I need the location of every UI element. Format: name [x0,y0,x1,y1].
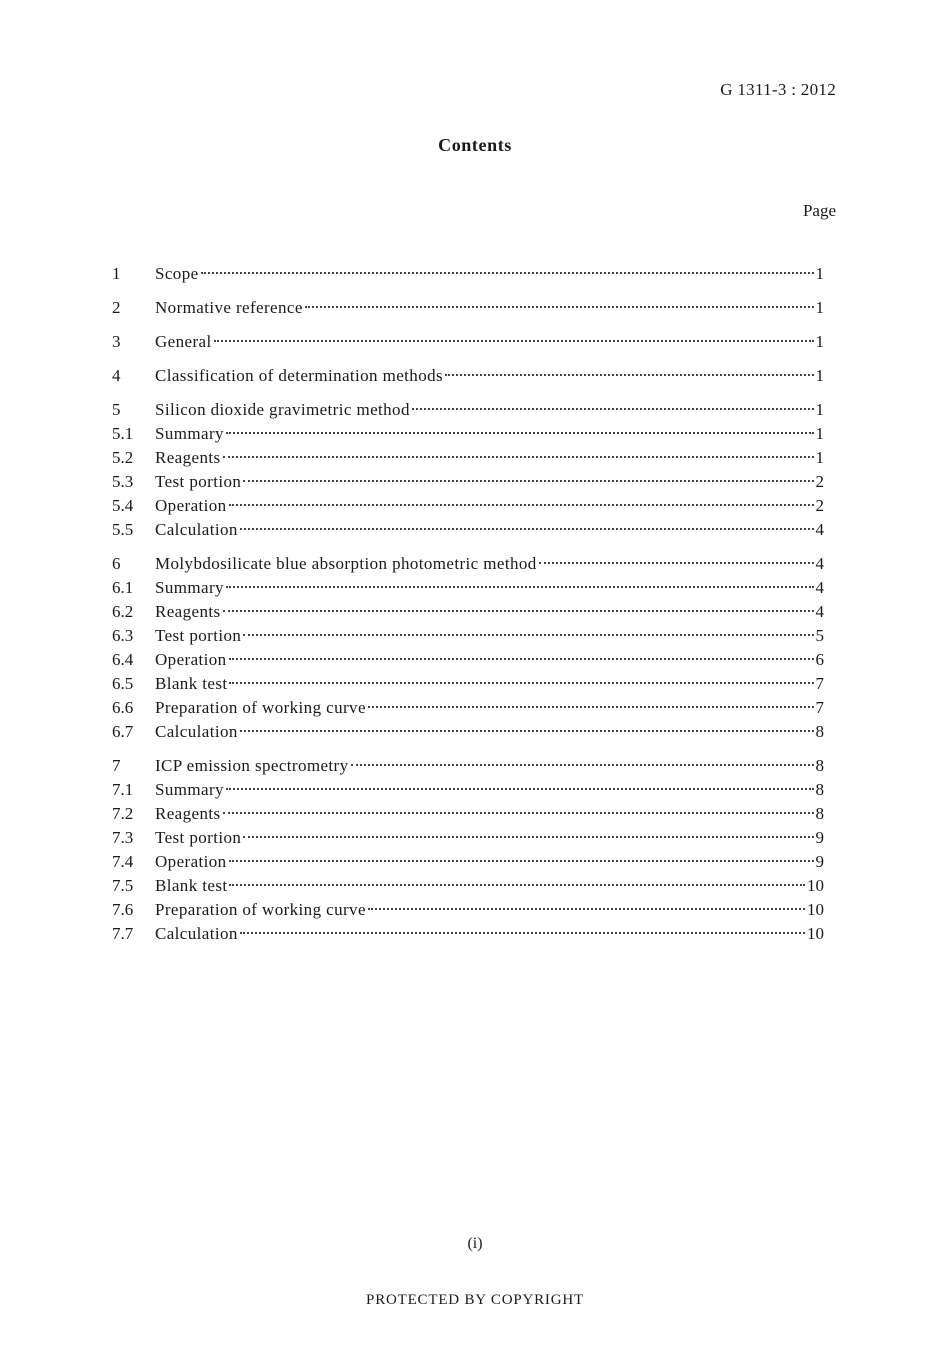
toc-entry-page: 8 [815,756,824,775]
toc-entry[interactable] [112,576,824,600]
toc-leader-dots [229,883,805,886]
copyright-notice: PROTECTED BY COPYRIGHT [366,1292,584,1308]
toc-entry-number: 7.7 [112,924,134,943]
toc-entry-page: 4 [815,578,824,597]
toc-entry[interactable] [112,494,824,518]
toc-entry-page: 5 [815,626,824,645]
toc-leader-dots [243,633,813,636]
toc-entry-label: Scope [155,264,199,283]
toc-entry-number: 5.1 [112,424,134,443]
toc-entry-number: 7.3 [112,828,134,847]
toc-entry-page: 1 [815,424,824,443]
toc-entry-page: 7 [815,674,824,693]
document-id: G 1311-3 : 2012 [720,80,836,99]
toc-entry-label: General [155,332,212,351]
toc-entry-page: 4 [815,554,824,573]
toc-entry[interactable] [112,648,824,672]
toc-entry-label: Test portion [155,626,242,645]
toc-entry-label: Preparation of working curve [155,900,366,919]
toc-entry-label: Calculation [155,520,238,539]
toc-entry-label: Test portion [155,472,242,491]
toc-leader-dots [201,271,814,274]
toc-entry-page: 2 [815,496,824,515]
toc-entry-page: 7 [815,698,824,717]
toc-leader-dots [226,787,814,790]
toc-entry-number: 6.3 [112,626,134,645]
toc-entry-number: 6 [112,554,121,573]
toc-entry[interactable] [112,720,824,744]
toc-entry-page: 2 [815,472,824,491]
toc-entry-label: Operation [155,496,227,515]
toc-entry-number: 5.5 [112,520,134,539]
toc-entry[interactable] [112,518,824,542]
toc-entry[interactable] [112,600,824,624]
toc-entry-number: 7.2 [112,804,134,823]
toc-entry-label: Operation [155,650,227,669]
toc-leader-dots [229,503,814,506]
toc-entry-number: 6.1 [112,578,134,597]
toc-entry-number: 7.6 [112,900,134,919]
toc-entry-number: 7 [112,756,121,775]
toc-entry-label: Normative reference [155,298,303,317]
toc-entry-number: 7.5 [112,876,134,895]
toc-leader-dots [445,373,813,376]
toc-entry-label: Preparation of working curve [155,698,366,717]
toc-entry-number: 5.4 [112,496,134,515]
toc-entry-number: 3 [112,332,121,351]
toc-entry[interactable] [112,874,824,898]
page-column-label: Page [802,201,836,220]
toc-entry-label: Reagents [155,804,221,823]
toc-entry-number: 4 [112,366,121,385]
toc-entry[interactable] [112,552,824,576]
toc-entry[interactable] [112,696,824,720]
toc-entry[interactable] [112,446,824,470]
toc-entry-page: 1 [815,264,824,283]
toc-entry[interactable] [112,778,824,802]
table-of-contents [112,262,824,946]
toc-entry-label: Blank test [155,876,228,895]
toc-entry-label: Blank test [155,674,228,693]
toc-entry-number: 6.7 [112,722,134,741]
toc-entry[interactable] [112,330,824,354]
toc-leader-dots [223,455,814,458]
toc-entry[interactable] [112,364,824,388]
toc-leader-dots [305,305,814,308]
toc-entry-page: 1 [815,448,824,467]
toc-entry-number: 1 [112,264,121,283]
toc-entry-page: 9 [815,852,824,871]
toc-leader-dots [240,527,814,530]
toc-leader-dots [229,657,814,660]
toc-entry[interactable] [112,624,824,648]
toc-entry-page: 9 [815,828,824,847]
toc-entry-label: Summary [155,424,224,443]
toc-leader-dots [223,811,814,814]
toc-entry[interactable] [112,672,824,696]
toc-entry-number: 7.4 [112,852,134,871]
toc-entry-page: 8 [815,780,824,799]
toc-entry-label: Test portion [155,828,242,847]
toc-entry-label: Calculation [155,924,238,943]
toc-entry-page: 4 [815,602,824,621]
toc-leader-dots [214,339,814,342]
toc-entry-number: 6.5 [112,674,134,693]
toc-entry-label: Summary [155,578,224,597]
toc-entry[interactable] [112,898,824,922]
toc-entry[interactable] [112,850,824,874]
toc-leader-dots [412,407,814,410]
toc-entry[interactable] [112,754,824,778]
toc-entry-number: 5.2 [112,448,134,467]
toc-leader-dots [243,479,813,482]
page-title: Contents [438,135,512,155]
toc-entry-page: 4 [815,520,824,539]
toc-entry[interactable] [112,922,824,946]
toc-entry-label: Reagents [155,448,221,467]
toc-entry[interactable] [112,470,824,494]
toc-leader-dots [351,763,814,766]
toc-entry-page: 8 [815,722,824,741]
toc-entry-number: 7.1 [112,780,134,799]
toc-leader-dots [229,859,814,862]
toc-entry-page: 6 [815,650,824,669]
toc-entry-number: 6.2 [112,602,134,621]
toc-entry-label: Reagents [155,602,221,621]
toc-entry-label: Classification of determination methods [155,366,444,385]
toc-entry-page: 1 [815,366,824,385]
toc-entry-label: Silicon dioxide gravimetric method [155,400,410,419]
toc-leader-dots [240,931,805,934]
toc-leader-dots [368,705,814,708]
toc-entry-label: ICP emission spectrometry [155,756,349,775]
toc-entry-number: 6.6 [112,698,134,717]
toc-entry[interactable] [112,262,824,286]
toc-leader-dots [223,609,814,612]
toc-entry[interactable] [112,422,824,446]
toc-entry[interactable] [112,802,824,826]
toc-entry[interactable] [112,826,824,850]
toc-entry-page: 10 [807,924,824,943]
toc-entry-number: 2 [112,298,121,317]
toc-entry[interactable] [112,398,824,422]
toc-entry-number: 6.4 [112,650,134,669]
toc-entry-page: 10 [807,876,824,895]
footer-page-number: (i) [467,1235,483,1252]
toc-leader-dots [226,585,814,588]
toc-entry-page: 1 [815,332,824,351]
toc-entry[interactable] [112,296,824,320]
toc-leader-dots [368,907,805,910]
toc-entry-number: 5.3 [112,472,134,491]
toc-entry-page: 1 [815,298,824,317]
toc-leader-dots [229,681,813,684]
toc-entry-page: 8 [815,804,824,823]
toc-entry-label: Operation [155,852,227,871]
toc-leader-dots [243,835,813,838]
toc-entry-label: Summary [155,780,224,799]
toc-entry-number: 5 [112,400,121,419]
toc-leader-dots [226,431,814,434]
toc-leader-dots [539,561,814,564]
toc-entry-label: Molybdosilicate blue absorption photometric method [155,554,537,573]
toc-leader-dots [240,729,814,732]
toc-entry-page: 10 [807,900,824,919]
toc-entry-page: 1 [815,400,824,419]
toc-entry-label: Calculation [155,722,238,741]
